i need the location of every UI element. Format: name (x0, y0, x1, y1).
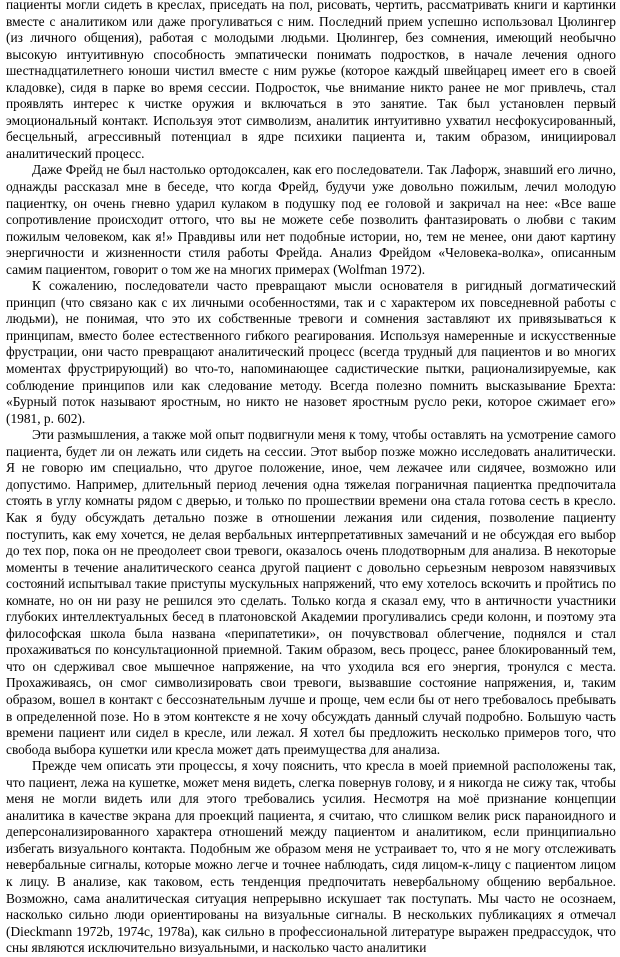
paragraph: Эти размышления, а также мой опыт подвигнули меня к тому, чтобы оставлять на усмотрение самого пациента, будет ли он лежать или сидеть на сессии. Этот выбор позже можно исследовать аналитически. Я не говорю им специально, что другое положение, иное, чем лежачее или сидячее, возможно или допустимо. Например, длительный период лечения одна тяжелая пограничная пациентка предпочитала стоять в углу комнаты рядом с дверью, и только по прошествии времени она стала готова сесть в кресло. Как я буду обсуждать детально позже в отношении лежания или сидения, позволение пациенту поступить, как ему хочется, не делая вербальных интерпретативных замечаний и не обсуждая его выбор до тех пор, пока он не преодолеет свои тревоги, оказалось очень плодотворным для анализа. В некоторые моменты в течение аналитического сеанса другой пациент с довольно серьезным неврозом навязчивых состояний испытывал такие приступы мускульных напряжений, что ему хотелось вскочить и пройтись по комнате, но он ни разу не решился это сделать. Только когда я сказал ему, что в античности участники глубоких интеллектуальных бесед в платоновской Академии прогуливались среди колонн, и поэтому эта философская школа была названа «перипатетики», он почувствовал облегчение, поднялся и стал прохаживаться по консультационной приемной. Таким образом, весь процесс, ранее блокированный тем, что он сдерживал свое мышечное напряжение, на что уходила вся его энергия, тронулся с места. Прохаживаясь, он смог символизировать свои тревоги, вызвавшие состояние напряжения, и, таким образом, вошел в контакт с бессознательным лучше и проще, чем если бы от него требовалось пребывать в определенной позе. Но в этом контексте я не хочу обсуждать данный случай подробно. Большую часть времени пациент или сидел в кресле, или лежал. Я хотел бы предложить несколько примеров того, что свобода выбора кушетки или кресла может дать преимущества для анализа. (6, 427, 616, 757)
document-page (6, 0, 616, 957)
paragraph: Даже Фрейд не был настолько ортодоксален, как его последователи. Так Лафорж, знавший его лично, однажды рассказал мне в беседе, что когда Фрейд, будучи уже довольно пожилым, лечил молодую пациентку, он очень гневно ударил кулаком в подушку под ее головой и закричал на нее: «Все ваше сопротивление происходит оттого, что вы не можете себе позволить фантазировать о любви с таким пожилым человеком, как я!» Правдивы или нет подобные истории, но, тем не менее, они дают картину энергичности и жизненности стиля работы Фрейда. Анализ Фрейдом «Человека-волка», описанным самим пациентом, говорит о том же на многих примерах (Wolfman 1972). (6, 162, 616, 277)
paragraph: Прежде чем описать эти процессы, я хочу пояснить, что кресла в моей приемной расположены так, что пациент, лежа на кушетке, может меня видеть, слегка повернув голову, и я никогда не сижу так, чтобы меня не могли видеть или для этого требовались усилия. Несмотря на моё признание концепции аналитика в качестве экрана для проекций пациента, я считаю, что слишком велик риск параноидного и деперсонализированного характера отношений между пациентом и аналитиком, если принципиально избегать визуального контакта. Подобным же образом меня не устраивает то, что я не могу отслеживать невербальные сигналы, которые можно легче и точнее наблюдать, сидя лицом-к-лицу с пациентом лицом к лицу. В анализе, как таковом, есть тенденция предпочитать невербальному общению вербальное. Возможно, сама аналитическая ситуация непрерывно искушает так поступать. Мы часто не осознаем, насколько сильно люди ориентированы на визуальные сигналы. В нескольких публикациях я отмечал (Dieckmann 1972b, 1974c, 1978a), как сильно в профессиональной литературе выражен предрассудок, что сны являются исключительно визуальными, и насколько часто аналитики (6, 758, 616, 956)
paragraph: пациенты могли сидеть в креслах, приседать на пол, рисовать, чертить, рассматривать книги и картинки вместе с аналитиком или даже прогуливаться с ним. Последний прием успешно использовал Цюлингер (из личного общения), работая с молодыми людьми. Цюлингер, без сомнения, имеющий необычно высокую интуитивную способность эмпатически понимать подростков, в начале лечения одного шестнадцатилетнего юноши чистил вместе с ним ружье (которое каждый швейцарец имеет его в своей кладовке), сидя в парке во время сессии. Подросток, чье внимание никто ранее не мог привлечь, стал проявлять интерес к чистке оружия и включаться в это занятие. Так был установлен первый эмоциональный контакт. Используя этот символизм, аналитик интуитивно ухватил несфокусированный, бесцельный, агрессивный потенциал в ядре психики пациента и, таким образом, инициировал аналитический процесс. (6, 0, 616, 161)
paragraph: К сожалению, последователи часто превращают мысли основателя в ригидный догматический принцип (что связано как с их личными особенностями, так и с характером их повседневной работы с людьми), не понимая, что это их собственные тревоги и сомнения заставляют их привязываться к принципам, вместо более естественного гибкого реагирования. Используя намеренные и искусственные фрустрации, они часто превращают аналитический процесс (всегда трудный для пациентов и во многих моментах фрустрирующий) во что-то, напоминающее садистические пытки, рационализируемые, как соблюдение принципов или как следование методу. Всегда полезно помнить высказывание Брехта: «Бурный поток называют яростным, но никто не назовет яростным русло реки, которое сжимает его» (1981, p. 602). (6, 278, 616, 426)
